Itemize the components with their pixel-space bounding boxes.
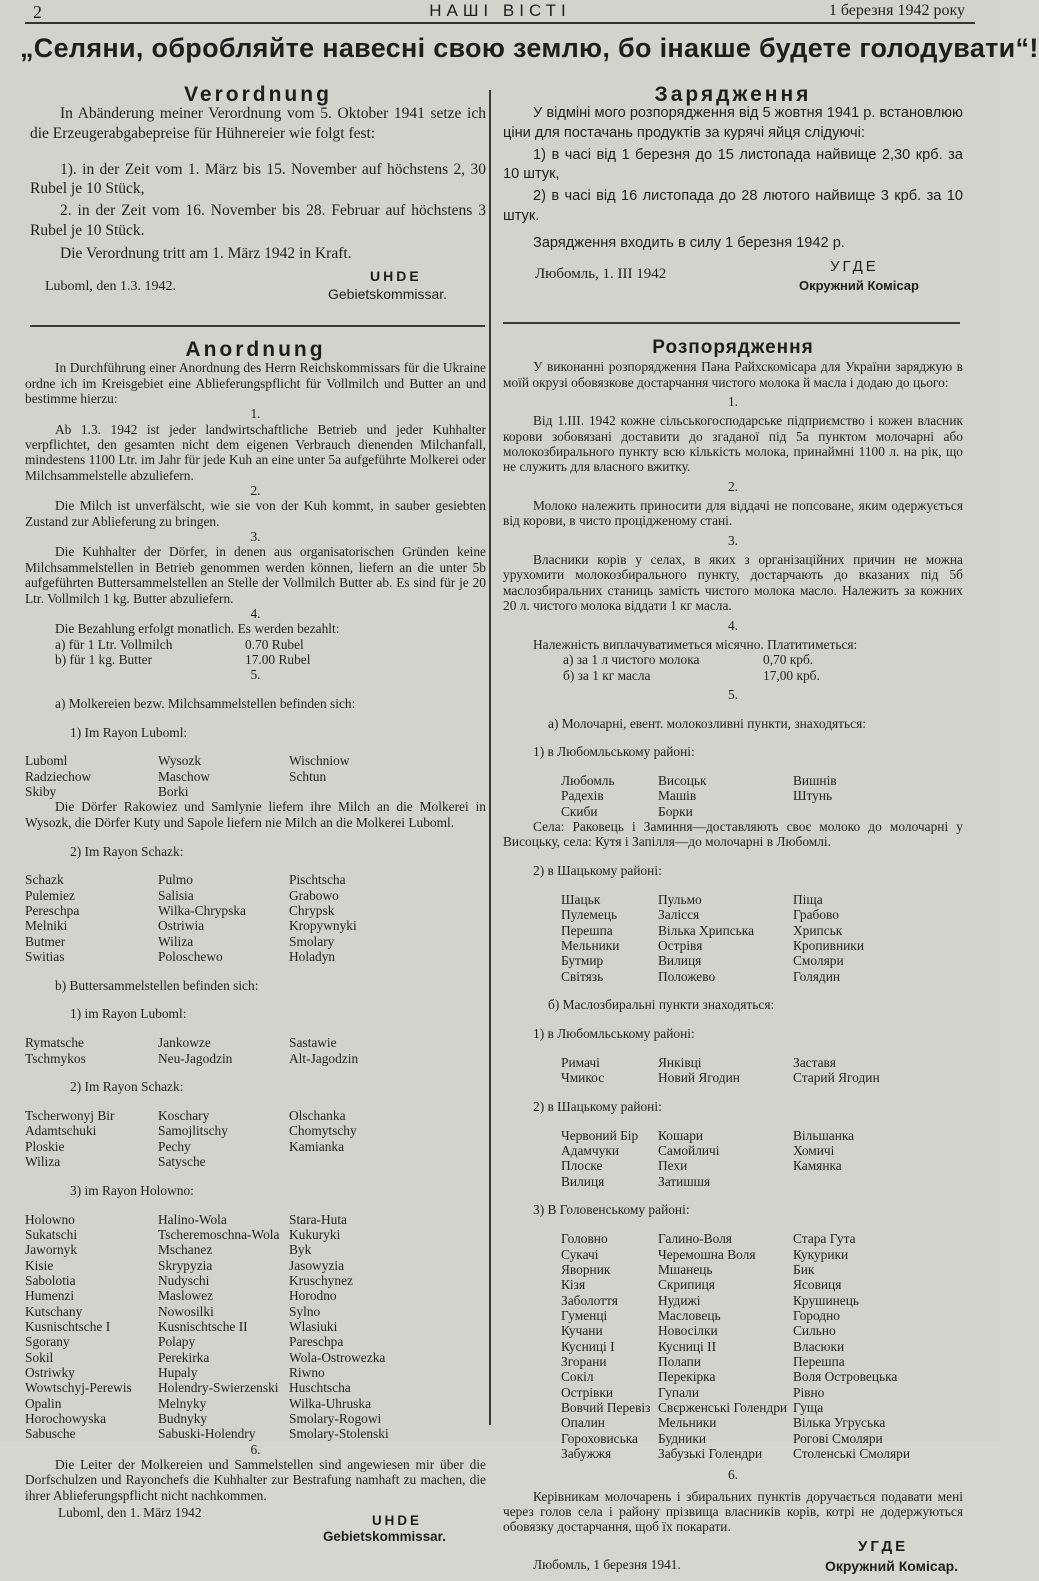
rozporyadzhennya-pay-a-value: 0,70 крб. [763,652,814,668]
zaryadzhennya-signer: УГДЕ [830,258,879,276]
village-name: Світязь [561,968,604,984]
zaryadzhennya-signature [503,257,963,297]
village-name: Opalin [25,1395,62,1411]
village-name: Сильно [793,1323,836,1339]
village-name: Stara-Huta [289,1211,348,1227]
village-name: Вилиця [658,953,702,969]
village-name: Sokil [25,1349,54,1365]
anordnung-place-date: Luboml, den 1. März 1942 [58,1505,202,1521]
village-name: Любомль [561,773,615,789]
village-name: Riwno [289,1364,325,1380]
village-name: Poloschewo [158,948,223,964]
village-name: Ploskie [25,1138,65,1154]
village-name: Бутмир [561,953,604,969]
rozporyadzhennya-b-rayon-1-list [503,1055,963,1086]
village-name: Sabolotia [25,1272,76,1288]
village-name: Jawornyk [25,1242,78,1258]
village-name: Smolary [289,933,335,949]
village-name: Wowtschyj-Perewis [25,1380,132,1396]
anordnung-p4: Die Bezahlung erfolgt monatlich. Es werden bezahlt: [55,621,340,637]
village-name: Скрипиця [658,1277,715,1293]
village-name: Sukatschi [25,1226,78,1242]
village-name: Столенські Смоляри [793,1445,910,1461]
rozporyadzhennya-p4: Належність виплачуватиметься місячно. Платитиметься: [533,636,858,652]
village-name: Wischniow [289,753,350,769]
rozporyadzhennya-n6: 6. [727,1467,739,1483]
village-name: Піща [793,891,823,907]
newspaper-name: НАШІ ВІСТІ [429,1,571,20]
village-name: Ostriwia [158,918,205,934]
village-name: Городно [793,1307,840,1323]
rozporyadzhennya-pay-b-label: б) за 1 кг масла [563,667,651,683]
village-name: Залісся [658,907,700,923]
village-name: Перешпа [793,1353,845,1369]
anordnung-section [25,338,486,1545]
section-divider-right [503,322,960,324]
zaryadzhennya-effective: Зарядження входить в силу 1 березня 1942 р. [533,235,845,252]
village-name: Черемошна Воля [658,1246,756,1262]
rozporyadzhennya-n5: 5. [727,686,739,702]
village-name: Борки [658,803,693,819]
village-name: Стара Гута [793,1231,856,1247]
village-name: Melniki [25,918,68,934]
anordnung-b-rayon-2-list [25,1108,486,1169]
village-name: Tschmykos [25,1050,86,1066]
village-name: Wiliza [25,1154,61,1170]
village-name: Butmer [25,933,66,949]
village-name: Червоний Бір [561,1127,639,1143]
village-name [793,1174,963,1189]
village-name: Пульмо [658,891,702,907]
anordnung-p1: Ab 1.3. 1942 ist jeder landwirtschaftliche Betrieb und jeder Kuhhalter verpflichtet, den gesamten nicht dem eigenen Verbrauch dienenden Milchanfall, mindestens 1100 Ltr. im Jahr für jede Kuh an eine unter 5a aufgeführte Molkerei oder Milchsammelstelle abzuliefern. [25,421,486,483]
page-number: 2 [33,2,42,22]
village-name: Halino-Wola [158,1211,227,1227]
village-name: Alt-Jagodzin [289,1050,359,1066]
anordnung-n3: 3. [250,529,261,545]
rozporyadzhennya-b-rayon-2: 2) в Шацькому районі: [533,1098,662,1114]
rozporyadzhennya-n2: 2. [727,478,739,494]
column-divider [489,90,491,1425]
village-name: Jankowze [158,1035,211,1051]
rozporyadzhennya-payment-a [503,652,963,667]
village-name: Крушинець [793,1292,860,1308]
village-name: Luboml [25,753,68,769]
anordnung-b-head: b) Buttersammelstellen befinden sich: [55,977,259,993]
rozporyadzhennya-payment-b [503,668,963,683]
anordnung-p2: Die Milch ist unverfälscht, wie sie von der Kuh kommt, in sauber gesiebten Zustand zur Ablieferung zu bringen. [25,498,486,529]
village-name: Sabusche [25,1426,76,1442]
village-name: Вилиця [561,1173,605,1189]
verordnung-section [30,85,486,320]
anordnung-note: Die Dörfer Rakowiez und Samlynie liefern ihre Milch an die Molkerei in Wysozk, die Dörfer Kuty und Sapole liefern nie Milch an die Molkerei Luboml. [25,799,486,830]
village-name: Старий Ягодин [793,1070,880,1086]
village-name [289,1154,486,1169]
village-name: Chrypsk [289,902,335,918]
rozporyadzhennya-b-rayon-2-list [503,1128,963,1189]
anordnung-signer-title: Gebietskommissar. [323,1529,446,1545]
anordnung-n4: 4. [250,605,261,621]
anordnung-b-rayon-1-list [25,1035,486,1066]
village-name: Мшанець [658,1261,713,1277]
village-name: Галино-Воля [658,1231,732,1247]
village-name: Опалин [561,1415,605,1431]
zaryadzhennya-item-1: 1) в часі від 1 березня до 15 листопада найвище 2,30 крб. за 10 штук, [503,146,963,183]
village-name [793,804,963,819]
anordnung-payment-b [25,652,486,667]
village-name: Kisie [25,1257,54,1273]
village-name: Гуменці [561,1307,608,1323]
village-name: Schazk [25,872,64,888]
village-name: Смоляри [793,953,844,969]
verordnung-signer-title: Gebietskommissar. [328,286,448,303]
village-name: Maschow [158,768,211,784]
village-name: Skiby [25,784,57,800]
village-name: Кізя [561,1277,586,1293]
village-name: Положево [658,968,716,984]
anordnung-intro: In Durchführung einer Anordnung des Herrn Reichskommissars für die Ukraine ordne ich im Kreisgebiet eine Ablieferungspflicht für Vollmilch und Butter an und bestimme hierzu: [25,360,486,407]
village-name: Holendry-Swierzenski [158,1380,279,1396]
village-name: Sastawie [289,1035,337,1051]
village-name: Kukuryki [289,1226,341,1242]
village-name: Nudyschi [158,1272,210,1288]
village-name: Рогові Смоляри [793,1430,883,1446]
village-name: Polapy [158,1334,196,1350]
page-header [25,2,975,24]
village-name: Budnyky [158,1410,208,1426]
rozporyadzhennya-b-head: б) Маслозбиральні пункти знаходяться: [548,997,775,1013]
village-name: Шацьк [561,891,601,907]
village-name: Sgorany [25,1334,70,1350]
village-name: Скиби [561,803,598,819]
village-name: Машів [658,788,697,804]
village-name: Adamtschuki [25,1123,97,1139]
zaryadzhennya-section [503,85,963,320]
village-name: Янківці [658,1054,702,1070]
village-name: Wlasiuki [289,1318,338,1334]
rozporyadzhennya-rayon-1: 1) в Любомльському районі: [533,744,695,760]
village-name: Висоцьк [658,773,707,789]
village-name: Пехи [658,1158,688,1174]
village-name: Острівки [561,1384,614,1400]
rozporyadzhennya-signer-title: Окружний Комісар. [825,1557,959,1574]
rozporyadzhennya-rayon-1-list [503,773,963,819]
village-name: Кукурики [793,1246,849,1262]
rozporyadzhennya-n3: 3. [727,532,739,548]
anordnung-n2: 2. [250,483,261,499]
rozporyadzhennya-signature [503,1539,963,1581]
village-name: Кучани [561,1323,603,1339]
rozporyadzhennya-section [503,337,963,1574]
village-name: Kamianka [289,1138,345,1154]
village-name: Нудижі [658,1292,701,1308]
zaryadzhennya-signer-title: Окружний Комісар [799,278,919,294]
village-name: Сокіл [561,1369,594,1385]
village-name: Pischtscha [289,872,346,888]
rozporyadzhennya-p1: Від 1.III. 1942 кожне сільськогосподарське підприємство і кожен власник корови зобовязані доставити до згаданої під 5а пунктом молочарні або молокозбирального пункту всю кількість молока, принаймні 1100 л. на рік, що не служить для власного вжитку. [503,413,963,475]
rozporyadzhennya-place-date: Любомль, 1 березня 1941. [533,1556,681,1572]
village-name: Pereschpa [25,902,80,918]
anordnung-b-rayon-3: 3) im Rayon Holowno: [70,1182,194,1198]
village-name: Мельники [658,1415,717,1431]
village-name: Хомичі [793,1143,835,1158]
zaryadzhennya-title: Зарядження [654,83,812,106]
rozporyadzhennya-p6: Керівникам молочарень і збиральних пунктів доручається подавати мені через голов села і району прізвища власників корів, котрі не додержуються обовязку достарчання, щоб їх покарати. [503,1488,963,1535]
village-name: Затишшя [658,1173,711,1189]
zaryadzhennya-item-2: 2) в часі від 16 листопада до 28 лютого найвище 3 крб. за 10 штук. [503,188,963,224]
village-name: Grabowo [289,887,339,903]
village-name: Забузькі Голендри [658,1445,763,1461]
village-name: Pechy [158,1138,191,1154]
village-name: Satysche [158,1154,206,1170]
anordnung-payment-a [25,637,486,652]
village-name: Wilka-Chrypska [158,902,246,918]
rozporyadzhennya-b-rayon-3-list [503,1231,963,1461]
anordnung-pay-a-value: 0.70 Rubel [245,636,304,652]
village-name: Вишнів [793,773,837,789]
village-name: Хрипськ [793,922,843,938]
rozporyadzhennya-n1: 1. [727,394,739,410]
village-name: Штунь [793,788,833,804]
village-name: Ostriwky [25,1364,75,1380]
anordnung-b-rayon-3-list [25,1212,486,1442]
village-name: Вілька Хрипська [658,922,755,938]
village-name: Гупали [658,1384,700,1400]
rozporyadzhennya-note: Села: Раковець і Заминня—доставляють своє молоко до молочарні у Висоцьку, села: Кутя і Запілля—до молочарні в Любомлі. [503,819,963,850]
village-name: Сукачі [561,1246,599,1262]
village-name: Neu-Jagodzin [158,1050,233,1066]
verordnung-intro: In Abänderung meiner Verordnung vom 5. Oktober 1941 setze ich die Erzeugerabgabepreise für Hühnereier wie folgt fest: [30,105,486,142]
village-name: Salisia [158,887,194,903]
village-name: Sylno [289,1303,321,1319]
village-name: Huschtscha [289,1380,351,1396]
village-name: Полапи [658,1353,701,1369]
village-name: Byk [289,1242,312,1258]
village-name: Власюки [793,1338,845,1354]
rozporyadzhennya-p2: Молоко належить приносити для віддачі не попсоване, яким одержується від корови, в чисто проціджeному стані. [503,498,963,529]
village-name: Wola-Ostrowezka [289,1349,386,1365]
anordnung-b-rayon-2: 2) Im Rayon Schazk: [70,1079,184,1095]
anordnung-rayon-2-list [25,872,486,964]
village-name: Perekirka [158,1349,210,1365]
section-divider-left [30,325,485,327]
rozporyadzhennya-intro: У виконанні розпорядження Пана Райхскомісара для України заряджую в моїй окрузі обовязкове достарчання чистого молока й масла і додаю до цього: [503,359,963,390]
village-name: Kusnischtsche II [158,1318,248,1334]
village-name: Borki [158,784,189,800]
village-name: Tscherwonyj Bir [25,1108,115,1123]
village-name: Чмикос [561,1070,605,1086]
verordnung-item-1: 1). in der Zeit vom 1. März bis 15. November auf höchstens 2, 30 Rubel je 10 Stück, [30,160,486,198]
verordnung-title: Verordnung [184,83,332,106]
village-name: Switias [25,948,65,964]
village-name: Вовчий Перевіз [561,1399,651,1415]
village-name: Голядин [793,968,841,984]
village-name: Schtun [289,768,327,784]
village-name: Pulmo [158,872,193,888]
village-name: Kropywnyki [289,918,357,934]
village-name: Грабово [793,907,839,923]
zaryadzhennya-intro: У відміні мого розпорядження від 5 жовтня 1941 р. встановлюю ціни для постачань продуктів за курячі яйця слідуючі: [503,105,963,141]
village-name: Sabuski-Holendry [158,1426,256,1442]
rozporyadzhennya-b-rayon-3: 3) В Головенському районі: [533,1202,690,1218]
village-name: Wysozk [158,753,202,769]
village-name: Smolary-Stolenski [289,1426,389,1442]
village-name: Перекірка [658,1369,716,1385]
anordnung-pay-b-value: 17.00 Rubel [245,651,311,667]
village-name: Skrypyzia [158,1257,213,1273]
verordnung-signer: UHDE [370,268,422,285]
village-name: Яворник [561,1261,611,1277]
village-name: Бик [793,1261,815,1277]
village-name: Samojlitschy [158,1123,228,1139]
rozporyadzhennya-rayon-2-list [503,892,963,984]
verordnung-signature [30,267,486,307]
village-name: Holowno [25,1211,75,1227]
village-name: Новосілки [658,1323,718,1339]
village-name: Kruschynez [289,1272,353,1288]
village-name: Забужжя [561,1445,612,1461]
village-name: Кошари [658,1127,704,1143]
village-name: Jasowyzia [289,1257,345,1273]
rozporyadzhennya-n4: 4. [727,617,739,633]
anordnung-signer: UHDE [372,1513,422,1529]
anordnung-pay-a-label: a) für 1 Ltr. Vollmilch [55,636,173,652]
village-name: Перешпа [561,922,613,938]
verordnung-effective: Die Verordnung tritt am 1. März 1942 in Kraft. [60,245,352,263]
village-name: Камянка [793,1158,842,1174]
rozporyadzhennya-pay-b-value: 17,00 крб. [763,667,820,683]
village-name: Римачі [561,1054,600,1070]
issue-date: 1 березня 1942 року [828,2,965,19]
village-name: Tscheremoschna-Wola [158,1226,280,1242]
village-name: Рівно [793,1384,825,1400]
village-name: Кусниці II [658,1338,717,1354]
village-name: Pulemiez [25,887,75,903]
village-name: Вілька Угруська [793,1415,886,1431]
village-name: Новий Ягодин [658,1070,740,1086]
anordnung-n6: 6. [250,1441,261,1457]
village-name: Кропивники [793,937,864,953]
village-name: Заболоття [561,1292,618,1308]
village-name: Гуща [793,1399,824,1415]
anordnung-rayon-1-list [25,753,486,799]
village-name: Horodno [289,1288,337,1304]
village-name [289,784,486,799]
village-name: Mschanez [158,1242,213,1258]
village-name: Maslowez [158,1288,214,1304]
village-name: Hupaly [158,1364,198,1380]
village-name: Humenzi [25,1288,75,1304]
anordnung-a-head: a) Molkereien bezw. Milchsammelstellen befinden sich: [55,695,356,711]
village-name: Плоске [561,1158,603,1174]
village-name: Rymatsche [25,1035,84,1051]
anordnung-rayon-2: 2) Im Rayon Schazk: [70,843,184,859]
anordnung-signature [25,1503,486,1545]
village-name: Holadyn [289,948,336,964]
village-name: Wilka-Uhruska [289,1395,372,1411]
village-name: Адамчуки [561,1143,620,1158]
village-name: Melnyky [158,1395,207,1411]
rozporyadzhennya-rayon-2: 2) в Шацькому районі: [533,863,662,879]
anordnung-pay-b-label: b) für 1 kg. Butter [55,651,153,667]
village-name: Wiliza [158,933,194,949]
village-name: Свєрженські Голендри [658,1399,788,1415]
rozporyadzhennya-a-head: а) Молочарні, евент. молокозливні пункти, знаходяться: [548,715,866,731]
verordnung-place-date: Luboml, den 1.3. 1942. [45,279,177,295]
anordnung-n5: 5. [250,667,261,683]
village-name: Будники [658,1430,707,1446]
village-name: Ясовиця [793,1277,842,1293]
village-name: Pareschpa [289,1334,344,1350]
village-name: Пулемець [561,907,618,923]
anordnung-p3: Die Kuhhalter der Dörfer, in denen aus organisatorischen Gründen keine Milchsammelstellen in Betrieb genommen werden können, liefern an die unter 5b aufgeführten Buttersammelstellen an Stelle der Vollmilch Butter ab. Es sind für je 20 Ltr. Vollmilch 1 kg. Butter abzuliefern. [25,544,486,606]
village-name: Заставя [793,1054,836,1070]
village-name: Horochowyska [25,1410,107,1426]
village-name: Острівя [658,937,703,953]
rozporyadzhennya-b-rayon-1: 1) в Любомльському районі: [533,1026,695,1042]
village-name: Chomytschy [289,1123,357,1139]
zaryadzhennya-place-date: Любомль, 1. III 1942 [535,266,667,283]
slogan-headline: „Селяни, обробляйте навесні свою землю, бо інакше будете голодувати“! [20,33,1039,63]
rozporyadzhennya-title: Розпорядження [652,337,814,358]
village-name: Вільшанка [793,1127,855,1143]
rozporyadzhennya-pay-a-label: а) за 1 л чистого молока [563,652,700,668]
village-name: Радехів [561,788,604,804]
village-name: Кусниці I [561,1338,615,1354]
village-name: Radziechow [25,768,92,784]
anordnung-p6: Die Leiter der Molkereien und Sammelstellen sind angewiesen mir über die Dorfschulzen und Rayonchefs die Kuhhalter zur Bestrafung namhaft zu machen, die ihrer Ablieferungspflicht nicht nachkommen. [25,1457,486,1503]
village-name: Kutschany [25,1303,83,1319]
village-name: Воля Островецька [793,1369,898,1385]
village-name: Nowosilki [158,1303,214,1319]
village-name: Згорани [561,1353,607,1369]
village-name: Самойличі [658,1143,720,1158]
village-name: Мельники [561,937,620,953]
village-name: Smolary-Rogowi [289,1410,382,1426]
village-name: Головно [561,1231,608,1247]
village-name: Kusnischtsche I [25,1318,111,1334]
anordnung-rayon-1: 1) Im Rayon Luboml: [70,724,188,740]
verordnung-item-2: 2. in der Zeit vom 16. November bis 28. Februar auf höchstens 3 Rubel je 10 Stück. [30,202,486,239]
village-name: Масловець [658,1307,721,1323]
village-name: Olschanka [289,1108,346,1123]
village-name: Koschary [158,1108,210,1123]
rozporyadzhennya-p3: Власники корів у селах, в яких з організаційних причин не можна урухомити молокозбирального пункту, достарчають до вказаних під 5б маслозбиральних станиць замість чистого молока масло. Належить за кожних 20 л. чистого молока віддати 1 кг масла. [503,552,963,614]
anordnung-b-rayon-1: 1) im Rayon Luboml: [70,1006,187,1022]
anordnung-title: Anordnung [185,338,326,361]
anordnung-n1: 1. [250,406,261,422]
village-name: Гороховиська [561,1430,638,1446]
rozporyadzhennya-signer: УГДЕ [858,1537,909,1555]
